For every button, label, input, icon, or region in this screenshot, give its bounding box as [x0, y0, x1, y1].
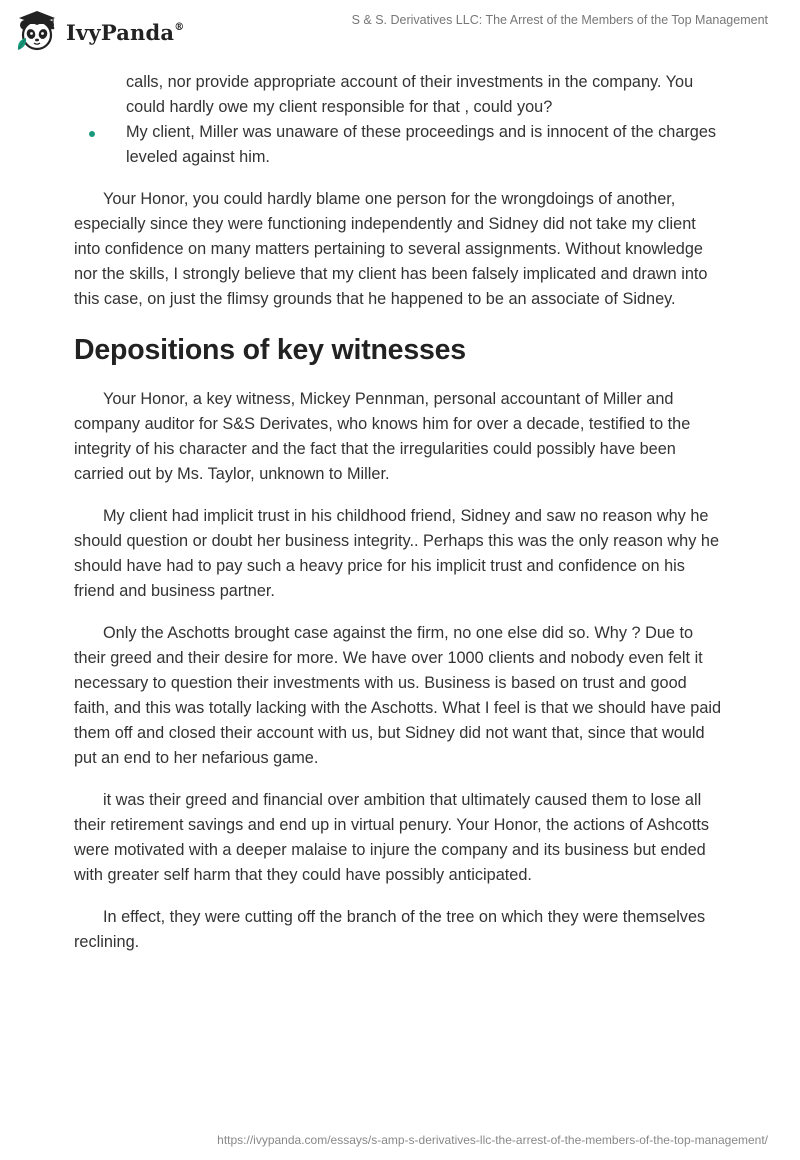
paragraph: Your Honor, you could hardly blame one person for the wrongdoings of another, especially since they were functioning independently and Sidney did not take my client into confidence on many matters pertaining to several assignments. Without knowledge nor the skills, I strongly believe that my client has been falsely implicated and drawn into this case, on just the flimsy grounds that he happened to be an associate of Sidney. — [74, 190, 708, 308]
paragraph: Your Honor, a key witness, Mickey Pennman, personal accountant of Miller and company auditor for S&S Derivates, who knows him for over a decade, testified to the integrity of his character and the fact that the irregularities could possibly have been carried out by Ms. Taylor, unknown to Miller. — [74, 390, 691, 483]
list-item — [74, 70, 726, 120]
bullet-list-item-text: calls, nor provide appropriate account of their investments in the company. You could hardly owe my client responsible for that , could you? — [126, 73, 694, 116]
ivypanda-logo[interactable] — [14, 8, 184, 54]
brand-name — [66, 20, 184, 45]
paragraph: it was their greed and financial over ambition that ultimately caused them to lose all their retirement savings and end up in virtual penury. Your Honor, the actions of Ashcotts were motivated with a deeper malaise to injure the company and its business but ended with greater self harm that they could have possibly anticipated. — [74, 791, 710, 884]
section-heading: Depositions of key witnesses — [74, 334, 466, 366]
paragraph: My client had implicit trust in his childhood friend, Sidney and saw no reason why he should question or doubt her business integrity.. Perhaps this was the only reason why he should have had to pay such a heavy price for his implicit trust and confidence on his friend and business partner. — [74, 507, 719, 600]
source-url-link[interactable]: https://ivypanda.com/essays/s-amp-s-derivatives-llc-the-arrest-of-the-members-of-the-top-management/ — [217, 1133, 768, 1147]
brand-text: IvyPanda — [66, 19, 175, 45]
registered-mark: ® — [174, 21, 185, 33]
document-title: S & S. Derivatives LLC: The Arrest of the Members of the Top Management — [351, 13, 768, 27]
essay-body — [74, 70, 726, 955]
paragraph: Only the Aschotts brought case against the firm, no one else did so. Why ? Due to their greed and their desire for more. We have over 1000 clients and nobody even felt it necessary to question their investments with us. Business is based on trust and good faith, and this was totally lacking with the Aschotts. What I feel is that we should have paid them off and closed their account with us, but Sidney did not want that, since that would put an end to her nefarious game. — [74, 624, 722, 767]
list-item — [74, 120, 726, 170]
paragraph: In effect, they were cutting off the branch of the tree on which they were themselves reclining. — [74, 908, 706, 951]
bullet-list-item-text: My client, Miller was unaware of these proceedings and is innocent of the charges leveled against him. — [126, 123, 717, 166]
page-header — [0, 0, 800, 62]
bullet-list — [74, 70, 726, 170]
bullet-dot-icon — [89, 131, 95, 137]
panda-mascot-icon — [14, 8, 60, 54]
